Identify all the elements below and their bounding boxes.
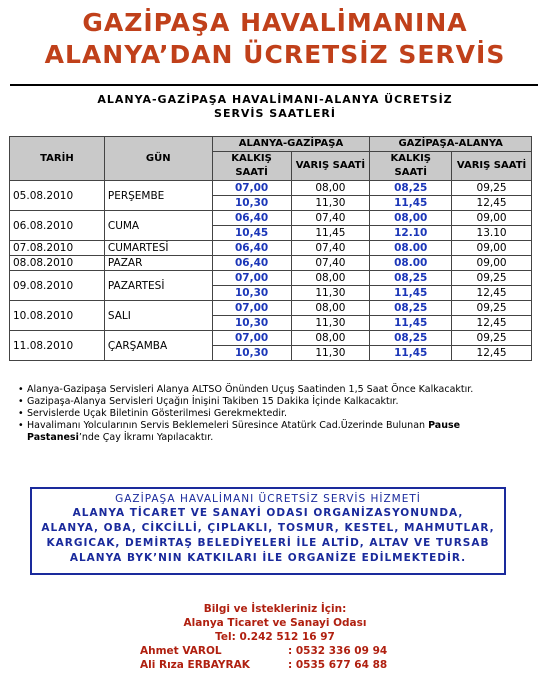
date-cell: 05.08.2010	[10, 181, 105, 211]
table-row	[10, 241, 532, 256]
date-cell: 07.08.2010	[10, 241, 105, 256]
departure-alanya-cell: 07,00	[212, 181, 291, 196]
page-title-line-1: GAZİPAŞA HAVALİMANINA	[82, 8, 468, 37]
arrival-alanya-cell: 09,25	[452, 181, 532, 196]
note-text: Havalimanı Yolcularının Servis Beklemeleri Süresince Atatürk Cad.Üzerinde Bulunan	[27, 420, 429, 431]
table-heading-line-2: SERVİS SAATLERİ	[214, 107, 336, 120]
contact-person-2-name: Ali Rıza ERBAYRAK	[140, 659, 250, 671]
day-cell: ÇARŞAMBA	[104, 331, 212, 361]
day-cell: PERŞEMBE	[104, 181, 212, 211]
box-line: ALANYA, OBA, CİKCİLLİ, ÇIPLAKLI, TOSMUR, KESTEL, MAHMUTLAR,	[41, 522, 495, 534]
day-cell: CUMA	[104, 211, 212, 241]
departure-gazipasa-cell: 11,45	[370, 286, 452, 301]
contact-person-1-name: Ahmet VAROL	[140, 645, 222, 657]
header-day: GÜN	[104, 137, 212, 181]
title-divider	[10, 84, 538, 86]
departure-alanya-cell: 06,40	[212, 211, 291, 226]
contact-phone: Tel: 0.242 512 16 97	[215, 631, 335, 643]
day-cell: PAZARTESİ	[104, 271, 212, 301]
arrival-gazipasa-cell: 11,45	[291, 226, 370, 241]
pastry-shop-name: Pause Pastanesi	[27, 420, 461, 443]
contact-person-2-phone: : 0535 677 64 88	[288, 659, 388, 671]
table-row	[10, 211, 532, 226]
table-row	[10, 271, 532, 286]
departure-alanya-cell: 07,00	[212, 271, 291, 286]
table-row	[10, 301, 532, 316]
table-row	[10, 256, 532, 271]
departure-gazipasa-cell: 08,00	[370, 211, 452, 226]
arrival-alanya-cell: 12,45	[452, 346, 532, 361]
header-departure-2: KALKIŞ SAATİ	[370, 152, 452, 181]
date-cell: 08.08.2010	[10, 256, 105, 271]
day-cell: CUMARTESİ	[104, 241, 212, 256]
header-arrival-2: VARIŞ SAATİ	[452, 152, 532, 181]
box-title: GAZİPAŞA HAVALİMANI ÜCRETSİZ SERVİS HİZMETİ	[115, 493, 421, 505]
arrival-gazipasa-cell: 07,40	[291, 256, 370, 271]
departure-gazipasa-cell: 11,45	[370, 196, 452, 211]
date-cell: 09.08.2010	[10, 271, 105, 301]
service-info-box	[30, 487, 506, 575]
contact-heading: Bilgi ve İstekleriniz İçin:	[203, 603, 347, 615]
date-cell: 10.08.2010	[10, 301, 105, 331]
date-cell: 11.08.2010	[10, 331, 105, 361]
notes-list	[18, 384, 528, 444]
arrival-alanya-cell: 09,00	[452, 256, 532, 271]
note-item: • Alanya-Gazipaşa Servisleri Alanya ALTSO Önünden Uçuş Saatinden 1,5 Saat Önce Kalkacaktır.	[18, 384, 528, 396]
departure-alanya-cell: 06,40	[212, 256, 291, 271]
arrival-alanya-cell: 13.10	[452, 226, 532, 241]
arrival-gazipasa-cell: 08,00	[291, 301, 370, 316]
departure-alanya-cell: 07,00	[212, 331, 291, 346]
page-title-line-2: ALANYA’DAN ÜCRETSİZ SERVİS	[44, 40, 506, 69]
arrival-alanya-cell: 09,25	[452, 301, 532, 316]
departure-alanya-cell: 10,30	[212, 316, 291, 331]
note-item	[18, 420, 528, 444]
arrival-gazipasa-cell: 07,40	[291, 211, 370, 226]
departure-alanya-cell: 07,00	[212, 301, 291, 316]
departure-alanya-cell: 10,30	[212, 196, 291, 211]
arrival-gazipasa-cell: 07,40	[291, 241, 370, 256]
schedule-table	[9, 136, 532, 361]
note-item: • Servislerde Uçak Biletinin Gösterilmesi Gerekmektedir.	[18, 408, 528, 420]
departure-alanya-cell: 06,40	[212, 241, 291, 256]
day-cell: SALI	[104, 301, 212, 331]
arrival-alanya-cell: 12,45	[452, 286, 532, 301]
box-line: KARGICAK, DEMİRTAŞ BELEDİYELERİ İLE ALTİD, ALTAV VE TURSAB	[46, 537, 490, 549]
arrival-alanya-cell: 12,45	[452, 196, 532, 211]
departure-gazipasa-cell: 08.00	[370, 256, 452, 271]
departure-alanya-cell: 10,30	[212, 286, 291, 301]
departure-gazipasa-cell: 08.00	[370, 241, 452, 256]
arrival-gazipasa-cell: 08,00	[291, 271, 370, 286]
table-row	[10, 331, 532, 346]
contact-organization: Alanya Ticaret ve Sanayi Odası	[183, 617, 367, 629]
departure-gazipasa-cell: 08,25	[370, 181, 452, 196]
box-line: ALANYA BYK’NIN KATKILARI İLE ORGANİZE EDİLMEKTEDİR.	[69, 552, 467, 564]
departure-gazipasa-cell: 08,25	[370, 271, 452, 286]
arrival-gazipasa-cell: 11,30	[291, 346, 370, 361]
arrival-alanya-cell: 09,00	[452, 211, 532, 226]
arrival-gazipasa-cell: 11,30	[291, 196, 370, 211]
note-item: • Gazipaşa-Alanya Servisleri Uçağın İnişini Takiben 15 Dakika İçinde Kalkacaktır.	[18, 396, 528, 408]
table-row	[10, 181, 532, 196]
arrival-alanya-cell: 12,45	[452, 316, 532, 331]
header-departure-1: KALKIŞ SAATİ	[212, 152, 291, 181]
header-alanya-gazipasa: ALANYA-GAZİPAŞA	[212, 137, 370, 152]
header-gazipasa-alanya: GAZİPAŞA-ALANYA	[370, 137, 532, 152]
arrival-alanya-cell: 09,00	[452, 241, 532, 256]
departure-alanya-cell: 10,30	[212, 346, 291, 361]
header-arrival-1: VARIŞ SAATİ	[291, 152, 370, 181]
arrival-gazipasa-cell: 08,00	[291, 331, 370, 346]
arrival-alanya-cell: 09,25	[452, 331, 532, 346]
arrival-alanya-cell: 09,25	[452, 271, 532, 286]
departure-gazipasa-cell: 08,25	[370, 331, 452, 346]
box-line: ALANYA TİCARET VE SANAYİ ODASI ORGANİZASYONUNDA,	[72, 507, 464, 519]
contact-person-1-phone: : 0532 336 09 94	[288, 645, 388, 657]
arrival-gazipasa-cell: 11,30	[291, 286, 370, 301]
departure-alanya-cell: 10,45	[212, 226, 291, 241]
departure-gazipasa-cell: 08,25	[370, 301, 452, 316]
header-date: TARİH	[10, 137, 105, 181]
arrival-gazipasa-cell: 08,00	[291, 181, 370, 196]
arrival-gazipasa-cell: 11,30	[291, 316, 370, 331]
day-cell: PAZAR	[104, 256, 212, 271]
date-cell: 06.08.2010	[10, 211, 105, 241]
departure-gazipasa-cell: 12.10	[370, 226, 452, 241]
departure-gazipasa-cell: 11,45	[370, 316, 452, 331]
departure-gazipasa-cell: 11,45	[370, 346, 452, 361]
table-heading-line-1: ALANYA-GAZİPAŞA HAVALİMANI-ALANYA ÜCRETSİZ	[97, 93, 453, 106]
note-text: ’nde Çay İkramı Yapılacaktır.	[78, 432, 214, 443]
